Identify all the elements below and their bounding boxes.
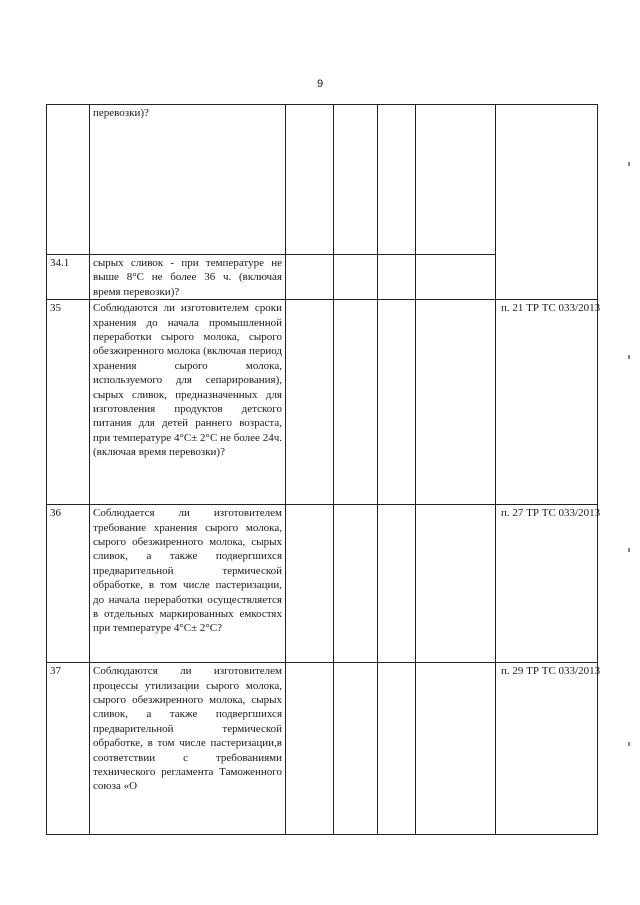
answer-cell [286, 255, 334, 300]
answer-cell [378, 505, 416, 663]
answer-cell [416, 105, 496, 255]
answer-cell [286, 663, 334, 835]
answer-cell [286, 505, 334, 663]
page-number: 9 [316, 78, 324, 90]
requirement-text: сырых сливок - при температуре не выше 8°С не более 36 ч. (включая время перевозки)? [90, 255, 286, 300]
table-row [47, 300, 598, 505]
scan-mark [628, 162, 630, 166]
scan-mark [628, 742, 630, 746]
answer-cell [334, 663, 378, 835]
norm-reference: п. 29 ТР ТС 033/2013 [496, 663, 598, 835]
answer-cell [416, 505, 496, 663]
checklist-table [46, 104, 601, 835]
answer-cell [286, 300, 334, 505]
table-row [47, 105, 598, 255]
table-row [47, 663, 598, 835]
table-row [47, 505, 598, 663]
answer-cell [416, 255, 496, 300]
row-number: 34.1 [47, 255, 90, 300]
answer-cell [334, 300, 378, 505]
requirement-text: Соблюдаются ли изготовителем процессы утилизации сырого молока, сырого обезжиренного молока, сырых сливок, а также подвергшихся предварительной термической обработке, в том числе пастеризации,в соответствии с требованиями технического регламента Таможенного союза «О [90, 663, 286, 835]
row-number: 37 [47, 663, 90, 835]
answer-cell [334, 505, 378, 663]
norm-reference [496, 105, 598, 300]
requirement-text: Соблюдается ли изготовителем требование хранения сырого молока, сырого обезжиренного молока, сырых сливок, а также подвергшихся предварительной термической обработке, в том числе пастеризации, до начала переработки осуществляется в отдельных маркированных емкостях при температуре 4°С± 2°С? [90, 505, 286, 663]
answer-cell [378, 255, 416, 300]
row-number: 36 [47, 505, 90, 663]
norm-reference: п. 21 ТР ТС 033/2013 [496, 300, 598, 505]
answer-cell [378, 105, 416, 255]
norm-reference: п. 27 ТР ТС 033/2013 [496, 505, 598, 663]
row-number [47, 105, 90, 255]
answer-cell [378, 663, 416, 835]
answer-cell [378, 300, 416, 505]
answer-cell [334, 255, 378, 300]
scan-mark [628, 548, 630, 552]
answer-cell [416, 300, 496, 505]
answer-cell [416, 663, 496, 835]
requirement-text: Соблюдаются ли изготовителем сроки хранения до начала промышленной переработки сырого молока, сырого обезжиренного молока (включая период хранения сырого молока, используемого для сепарирования), сырых сливок, предназначенных для изготовления продуктов детского питания для детей раннего возраста, при температуре 4°С± 2°С не более 24ч. (включая время перевозки)? [90, 300, 286, 505]
row-number: 35 [47, 300, 90, 505]
answer-cell [286, 105, 334, 255]
answer-cell [334, 105, 378, 255]
scan-mark [628, 355, 630, 359]
requirement-text: перевозки)? [90, 105, 286, 255]
